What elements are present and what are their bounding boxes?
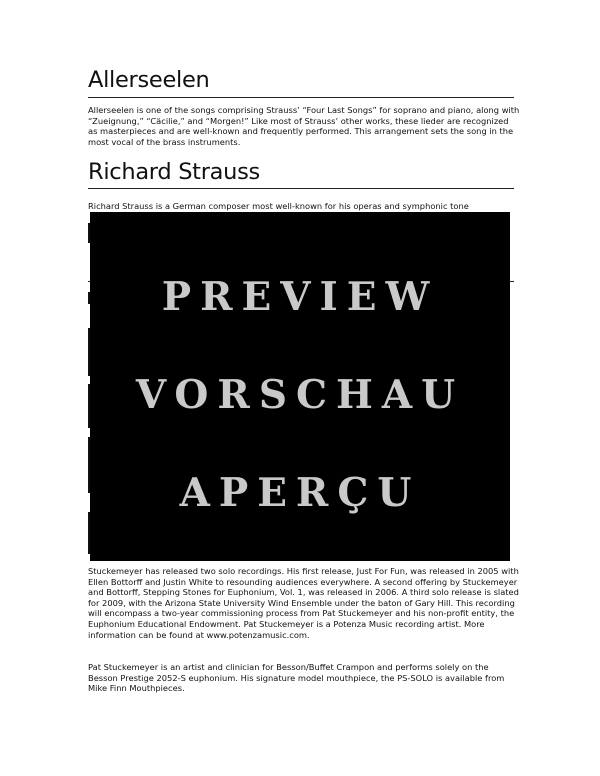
- strauss-description: Richard Strauss is a German composer most well-known for his operas and symphonic tone: [88, 201, 469, 211]
- watermark-vorschau: VORSCHAU: [135, 372, 465, 418]
- preview-watermark-overlay: [90, 212, 510, 561]
- heading-rule: [88, 188, 514, 189]
- watermark-apercu: APERÇU: [179, 470, 421, 516]
- heading-richard-strauss: Richard Strauss: [88, 159, 260, 185]
- watermark-preview: PREVIEW: [161, 274, 439, 320]
- heading-allerseelen: Allerseelen: [88, 67, 210, 93]
- bio-paragraph-recordings: Stuckemeyer has released two solo recordings. His first release, Just For Fun, was released in 2005 with Ellen Bottorff and Justin White to resounding audiences everywhere. A second offering by Stuckemeyer and Bottorff, Stepping Stones for Euphonium, Vol. 1, was released in 2006. A third solo release is slated for 2009, with the Arizona State University Wind Ensemble under the baton of Gary Hill. This recording will encompass a two-year commissioning process from Pat Stuckemeyer and his non-profit entity, the Euphonium Educational Endowment. Pat Stuckemeyer is a Potenza Music recording artist. More information can be found at www.potenzamusic.com.: [88, 566, 519, 640]
- bio-paragraph-endorsement: Pat Stuckemeyer is an artist and clinician for Besson/Buffet Crampon and performs solely on the Besson Prestige 2052-S euphonium. His signature model mouthpiece, the PS-SOLO is available from Mike Finn Mouthpieces.: [88, 662, 505, 694]
- allerseelen-description: Allerseelen is one of the songs comprising Strauss’ “Four Last Songs” for soprano and piano, along with “Zueignung,” “Cäcilie,” and “Morgen!” Like most of Strauss’ other works, these lieder are recognized as masterpieces and are well-known and frequently performed. This arrangement sets the song in the most vocal of the brass instruments.: [88, 105, 520, 147]
- heading-rule: [88, 97, 514, 98]
